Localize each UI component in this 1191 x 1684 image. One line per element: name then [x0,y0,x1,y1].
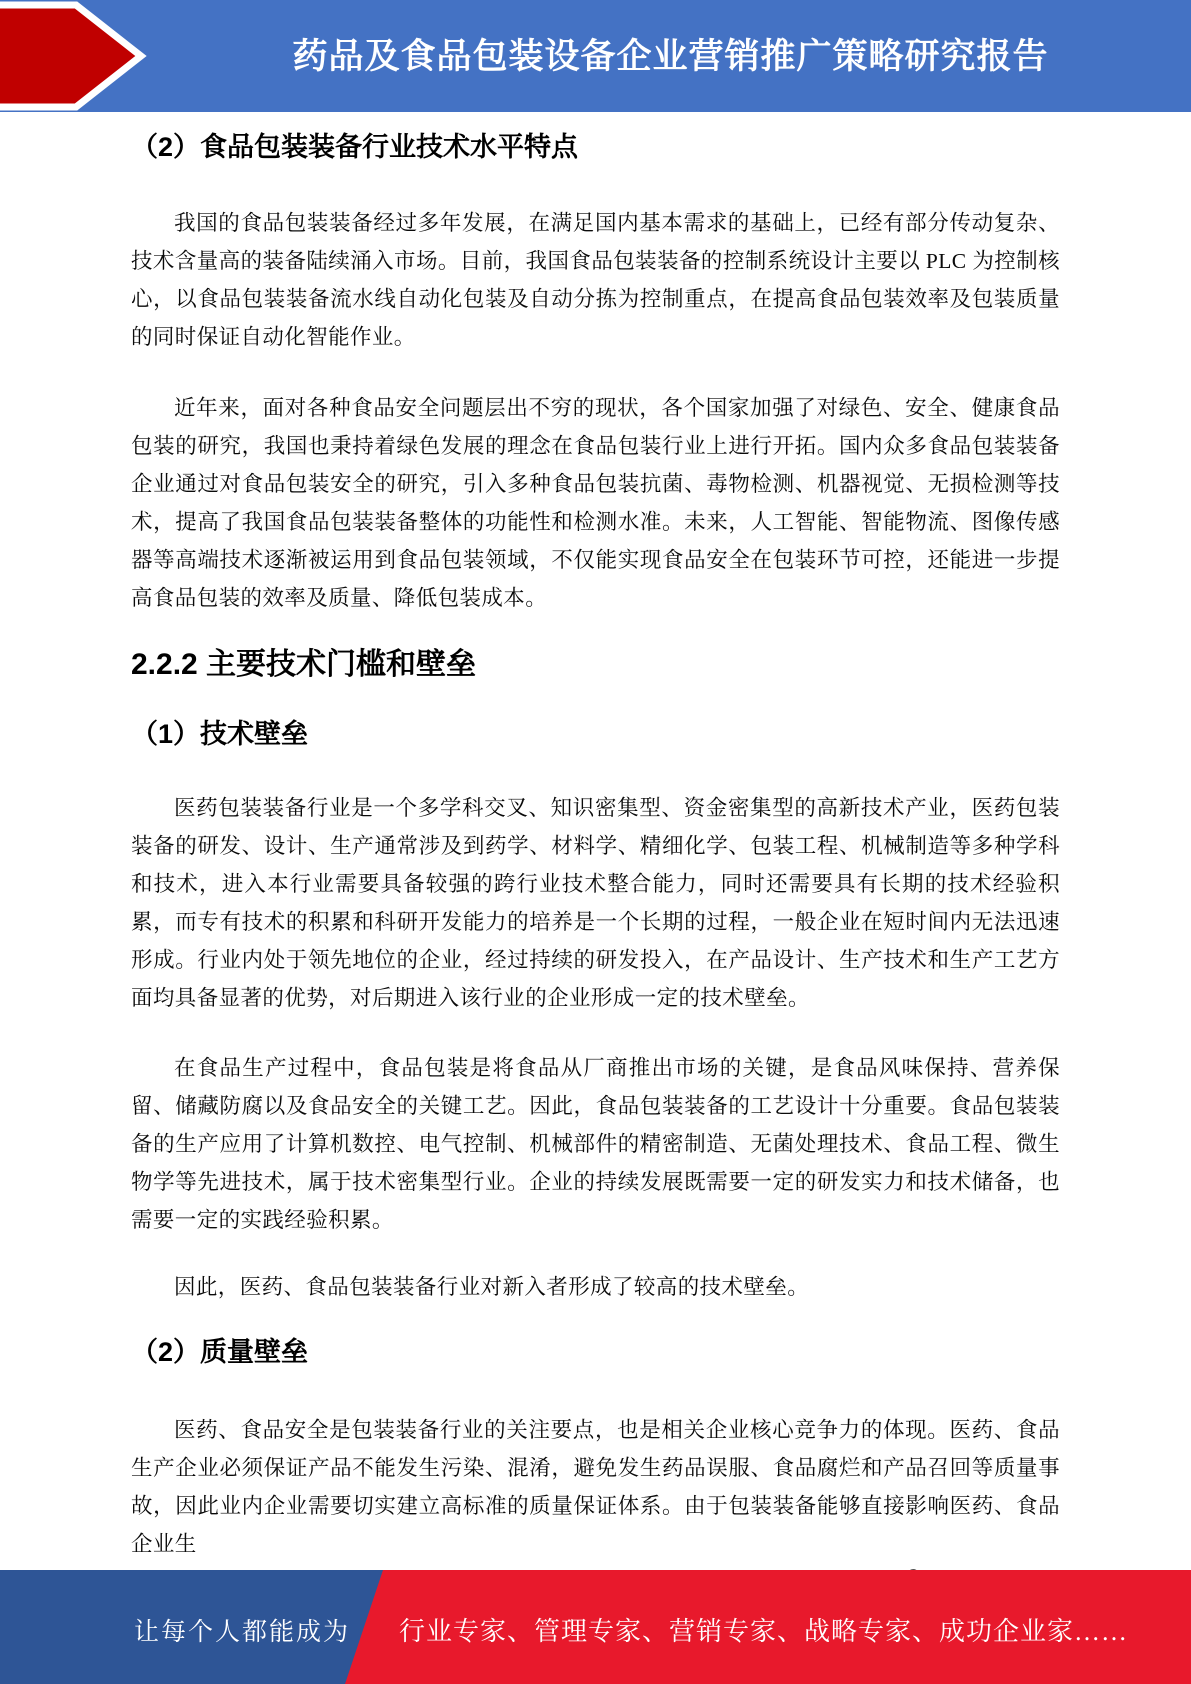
footer-slogan-right: 行业专家、管理专家、营销专家、战略专家、成功企业家…… [399,1617,1129,1646]
paragraph: 在食品生产过程中，食品包装是将食品从厂商推出市场的关键，是食品风味保持、营养保留、储藏防腐以及食品安全的关键工艺。因此，食品包装装备的工艺设计十分重要。食品包装装备的生产应用了计算机数控、电气控制、机械部件的精密制造、无菌处理技术、食品工程、微生物学等先进技术，属于技术密集型行业。企业的持续发展既需要一定的研发实力和技术储备，也需要一定的实践经验积累。 [131,1056,1060,1232]
header-banner [0,0,1191,112]
heading-quality-barrier: （2）质量壁垒 [131,1337,309,1367]
paragraph: 近年来，面对各种食品安全问题层出不穷的现状，各个国家加强了对绿色、安全、健康食品包装的研究，我国也秉持着绿色发展的理念在食品包装行业上进行开拓。国内众多食品包装装备企业通过对食品包装安全的研究，引入多种食品包装抗菌、毒物检测、机器视觉、无损检测等技术，提高了我国食品包装装备整体的功能性和检测水准。未来，人工智能、智能物流、图像传感器等高端技术逐渐被运用到食品包装领域，不仅能实现食品安全在包装环节可控，还能进一步提高食品包装的效率及质量、降低包装成本。 [131,396,1060,610]
heading-tech-barrier: （1）技术壁垒 [131,719,309,749]
heading-2-2-2-tech-thresholds: 2.2.2 主要技术门槛和壁垒 [131,648,477,681]
document-body [131,112,1060,1595]
paragraph: 我国的食品包装装备经过多年发展，在满足国内基本需求的基础上，已经有部分传动复杂、技术含量高的装备陆续涌入市场。目前，我国食品包装装备的控制系统设计主要以 PLC 为控制核心，以食品包装装备流水线自动化包装及自动分拣为控制重点，在提高食品包装效率及包装质量的同时保证自动化智能作业。 [131,211,1060,349]
heading-food-packaging-tech-level: （2）食品包装装备行业技术水平特点 [131,132,579,162]
paragraph: 因此，医药、食品包装装备行业对新入者形成了较高的技术壁垒。 [174,1275,810,1299]
footer-banner [0,1570,1191,1684]
paragraph: 医药包装装备行业是一个多学科交叉、知识密集型、资金密集型的高新技术产业，医药包装装备的研发、设计、生产通常涉及到药学、材料学、精细化学、包装工程、机械制造等多种学科和技术，进入本行业需要具备较强的跨行业技术整合能力，同时还需要具有长期的技术经验积累，而专有技术的积累和科研开发能力的培养是一个长期的过程，一般企业在短时间内无法迅速形成。行业内处于领先地位的企业，经过持续的研发投入，在产品设计、生产技术和生产工艺方面均具备显著的优势，对后期进入该行业的企业形成一定的技术壁垒。 [131,796,1060,1010]
paragraph: 医药、食品安全是包装装备行业的关注要点，也是相关企业核心竞争力的体现。医药、食品生产企业必须保证产品不能发生污染、混淆，避免发生药品误服、食品腐烂和产品召回等质量事故，因此业内企业需要切实建立高标准的质量保证体系。由于包装装备能够直接影响医药、食品企业生 [131,1418,1060,1556]
footer-slogan-left: 让每个人都能成为 [133,1619,350,1646]
page-title: 药品及食品包装设备企业营销推广策略研究报告 [292,37,1049,76]
